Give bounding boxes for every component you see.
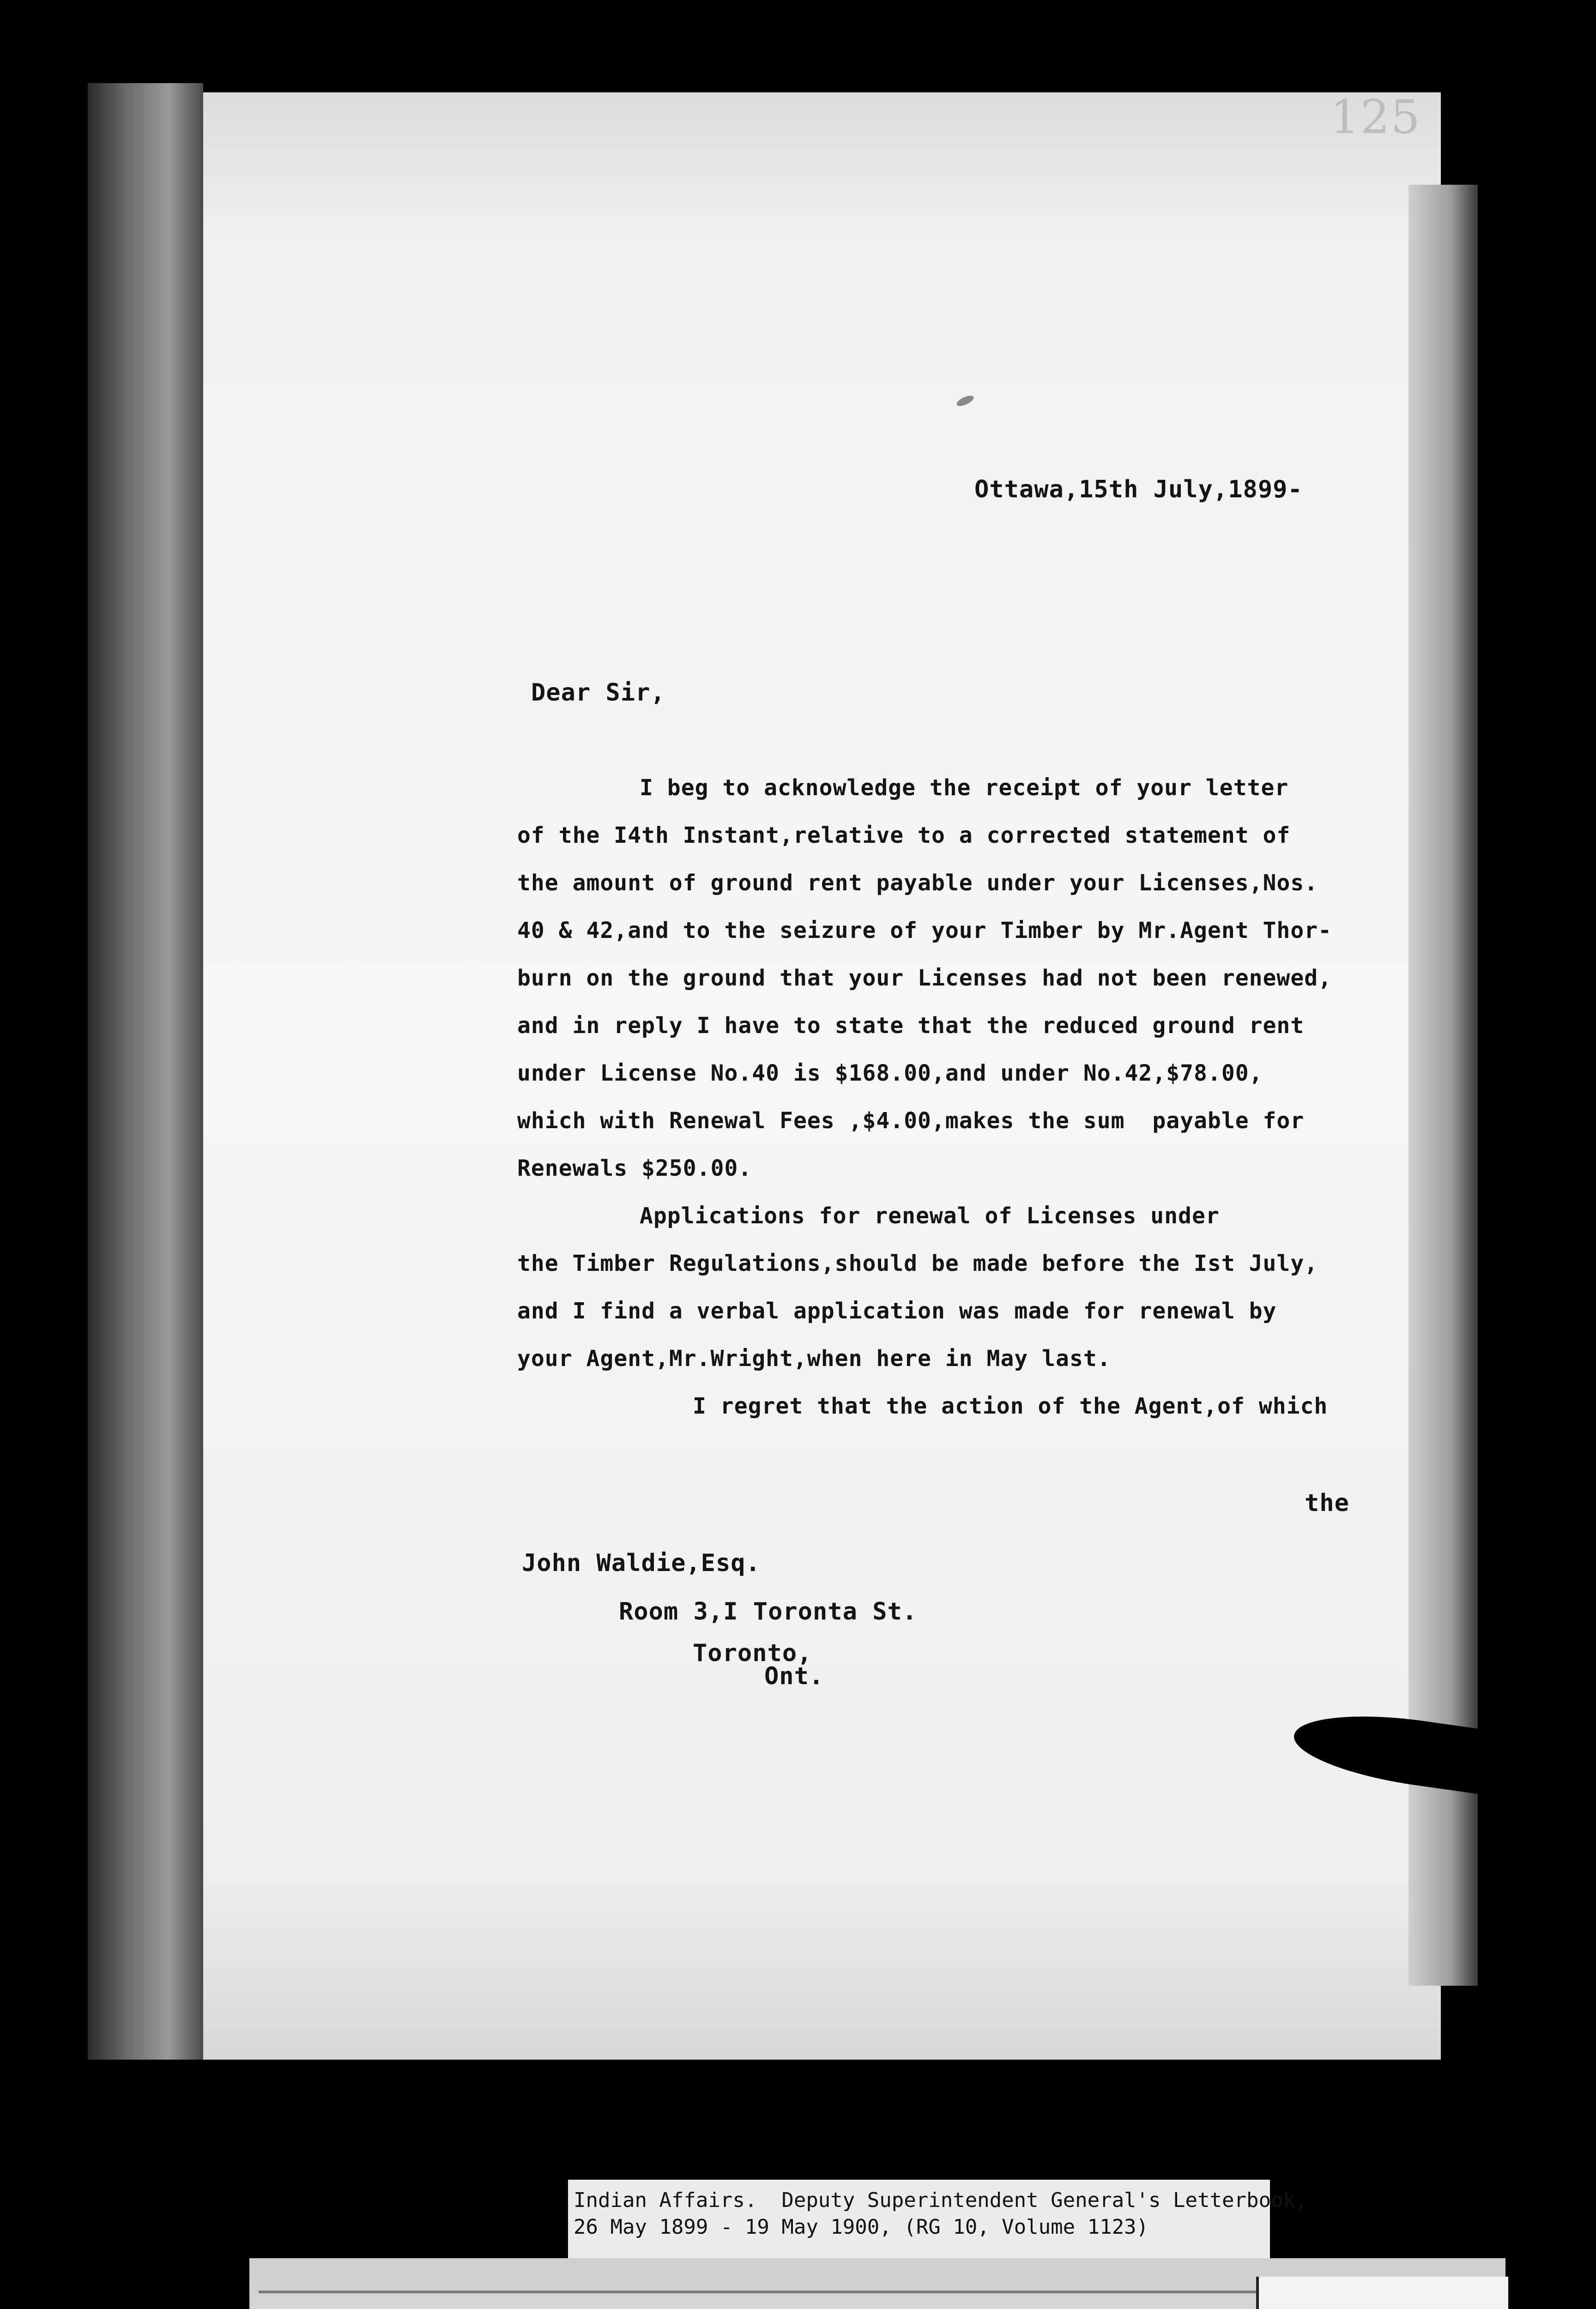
body-line: I regret that the action of the Agent,of which [693,1393,1328,1419]
body-line: Renewals $250.00. [517,1155,752,1181]
body-line: and in reply I have to state that the reduced ground rent [517,1013,1305,1039]
letter-date: Ottawa,15th July,1899- [974,476,1303,503]
reference-line-2: 26 May 1899 - 19 May 1900, (RG 10, Volume 1123) [574,2215,1149,2239]
body-line: the Timber Regulations,should be made before the Ist July, [517,1251,1318,1276]
body-line: and I find a verbal application was made for renewal by [517,1298,1277,1324]
catchword: the [1305,1489,1349,1517]
body-line: which with Renewal Fees ,$4.00,makes the sum payable for [517,1108,1305,1134]
recipient-city: Toronto, [693,1639,812,1667]
body-line: the amount of ground rent payable under your Licenses,Nos. [517,870,1318,896]
tight-binding-note-box [1256,2277,1508,2309]
binding-shadow [88,83,203,2060]
recipient-name: John Waldie,Esq. [522,1549,761,1577]
body-line: 40 & 42,and to the seizure of your Timber by Mr.Agent Thor- [517,918,1332,943]
reference-line-1: Indian Affairs. Deputy Superintendent General's Letterbook, [574,2188,1308,2212]
page-number: 125 [1330,90,1421,144]
recipient-street: Room 3,I Toronta St. [619,1598,918,1626]
letter-body [517,764,1395,1430]
body-line: of the I4th Instant,relative to a corrected statement of [517,822,1291,848]
body-line: Applications for renewal of Licenses under [640,1203,1220,1229]
body-line: under License No.40 is $168.00,and under No.42,$78.00, [517,1060,1263,1086]
body-line: your Agent,Mr.Wright,when here in May last. [517,1346,1111,1372]
letter-salutation: Dear Sir, [531,679,665,707]
body-line: I beg to acknowledge the receipt of your letter [640,775,1289,801]
recipient-province: Ont. [764,1662,824,1690]
body-line: burn on the ground that your Licenses had not been renewed, [517,965,1332,991]
reference-label [568,2180,1308,2258]
sheet-edge-shadow [1409,185,1478,1986]
